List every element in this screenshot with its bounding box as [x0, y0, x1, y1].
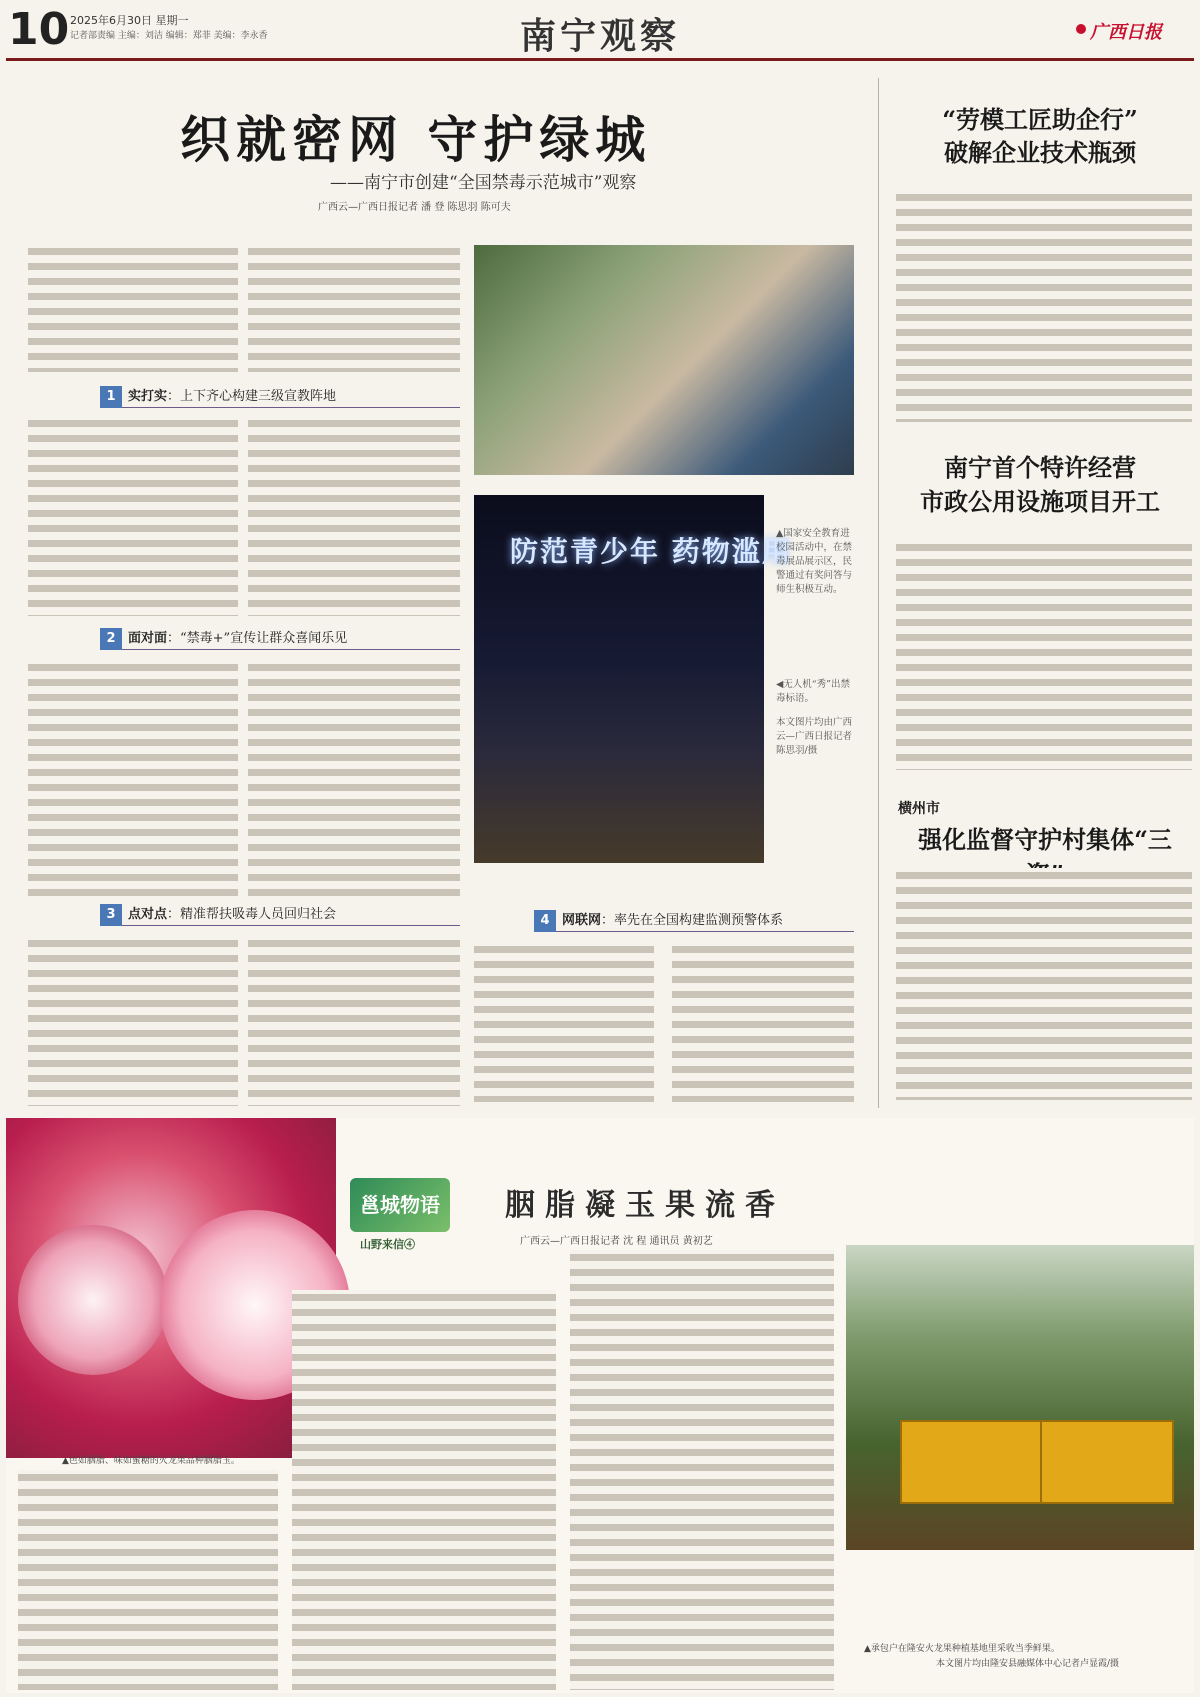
section-3-col2	[248, 936, 460, 1106]
newspaper-brand: 广西日报	[1090, 22, 1162, 43]
lead-byline: 广西云—广西日报记者 潘 登 陈思羽 陈可夫	[318, 202, 511, 213]
section-3-col1	[28, 936, 238, 1106]
right-article-3-body	[896, 868, 1192, 1100]
section-1-keyword: 实打实	[128, 389, 168, 404]
section-4-col2	[672, 942, 854, 1102]
issue-date: 2025年6月30日 星期一	[70, 14, 189, 27]
right-article-3-kicker: 横州市	[898, 801, 940, 817]
dragonfruit-slice-photo	[18, 1225, 168, 1375]
drone-slogan-text: 防范青少年 药物滥用	[510, 535, 792, 568]
right-article-1-headline-line1: “劳模工匠助企行”	[942, 105, 1138, 134]
page-number: 10	[8, 4, 70, 55]
lead-intro-col1	[28, 244, 238, 372]
right-article-2-headline-line2: 市政公用设施项目开工	[920, 487, 1160, 516]
feature-col2	[292, 1290, 556, 1690]
section-2-col2	[248, 660, 460, 900]
section-1-rest: ：上下齐心构建三级宣教阵地	[167, 389, 337, 404]
column-logo: 邕城物语	[350, 1178, 450, 1232]
right-article-2-body	[896, 540, 1192, 770]
photo-credit: 本文图片均由广西云—广西日报记者陈思羽/摄	[776, 717, 853, 756]
section-2-number: 2	[100, 628, 122, 650]
harvest-photo	[846, 1245, 1194, 1550]
section-2-keyword: 面对面	[128, 631, 168, 646]
section-3-rest: ：精准帮扶吸毒人员回归社会	[167, 907, 337, 922]
section-4-number: 4	[534, 910, 556, 932]
right-article-1-headline-line2: 破解企业技术瓶颈	[944, 138, 1136, 167]
feature-byline: 广西云—广西日报记者 沈 程 通讯员 黄初艺	[520, 1236, 713, 1247]
photo-caption-drone: ◀无人机“秀”出禁毒标语。	[776, 679, 851, 704]
section-2-heading	[100, 627, 460, 650]
right-article-3-headline: 强化监督守护村集体“三	[918, 825, 1172, 854]
feature-photo-credit: 本文图片均由隆安县融媒体中心记者卢显霞/摄	[936, 1659, 1120, 1669]
section-title: 南宁观察	[520, 15, 681, 57]
lead-subheadline: ——南宁市创建“全国禁毒示范城市”观察	[330, 173, 637, 193]
feature-headline: 胭脂凝玉果流香	[505, 1188, 785, 1223]
section-1-number: 1	[100, 386, 122, 408]
section-4-rest: ：率先在全国构建监测预警体系	[601, 913, 784, 928]
right-article-2-headline-line1: 南宁首个特许经营	[944, 453, 1136, 482]
section-1-heading	[100, 385, 460, 408]
column-divider	[878, 78, 879, 1108]
section-3-heading	[100, 903, 460, 926]
fruit-crate-shape	[900, 1420, 1054, 1504]
section-1-col1	[28, 416, 238, 616]
section-2-col1	[28, 660, 238, 900]
feature-col3	[570, 1250, 834, 1690]
feature-col1	[18, 1470, 278, 1690]
section-2-rest: ：“禁毒+”宣传让群众喜闻乐见	[167, 631, 348, 646]
section-4-keyword: 网联网	[562, 913, 602, 928]
right-article-1-body	[896, 190, 1192, 422]
photo-caption-school: ▲国家安全教育进校园活动中，在禁毒展品展示区，民警通过有奖问答与师生积极互动。	[776, 528, 853, 595]
section-3-number: 3	[100, 904, 122, 926]
harvest-caption: ▲承包户在隆安火龙果种植基地里采收当季鲜果。	[864, 1644, 1060, 1654]
lead-intro-col2	[248, 244, 460, 372]
section-4-heading	[534, 909, 854, 932]
section-4-col1	[474, 942, 654, 1102]
column-series-label: 山野来信④	[360, 1238, 415, 1251]
section-3-keyword: 点对点	[128, 907, 168, 922]
editor-credits: 记者部责编 主编：刘洁 编辑：郑菲 美编：李永香	[70, 31, 268, 41]
section-1-col2	[248, 416, 460, 616]
fruit-crate-shape	[1040, 1420, 1174, 1504]
school-event-photo	[474, 245, 854, 475]
brand-logo-icon	[1076, 24, 1086, 34]
header-rule	[6, 58, 1194, 61]
lead-headline: 织就密网 守护绿城	[180, 110, 652, 169]
dragonfruit-caption: ▲色如胭脂、味如蜜糖的火龙果品种胭脂玉。	[62, 1456, 240, 1466]
